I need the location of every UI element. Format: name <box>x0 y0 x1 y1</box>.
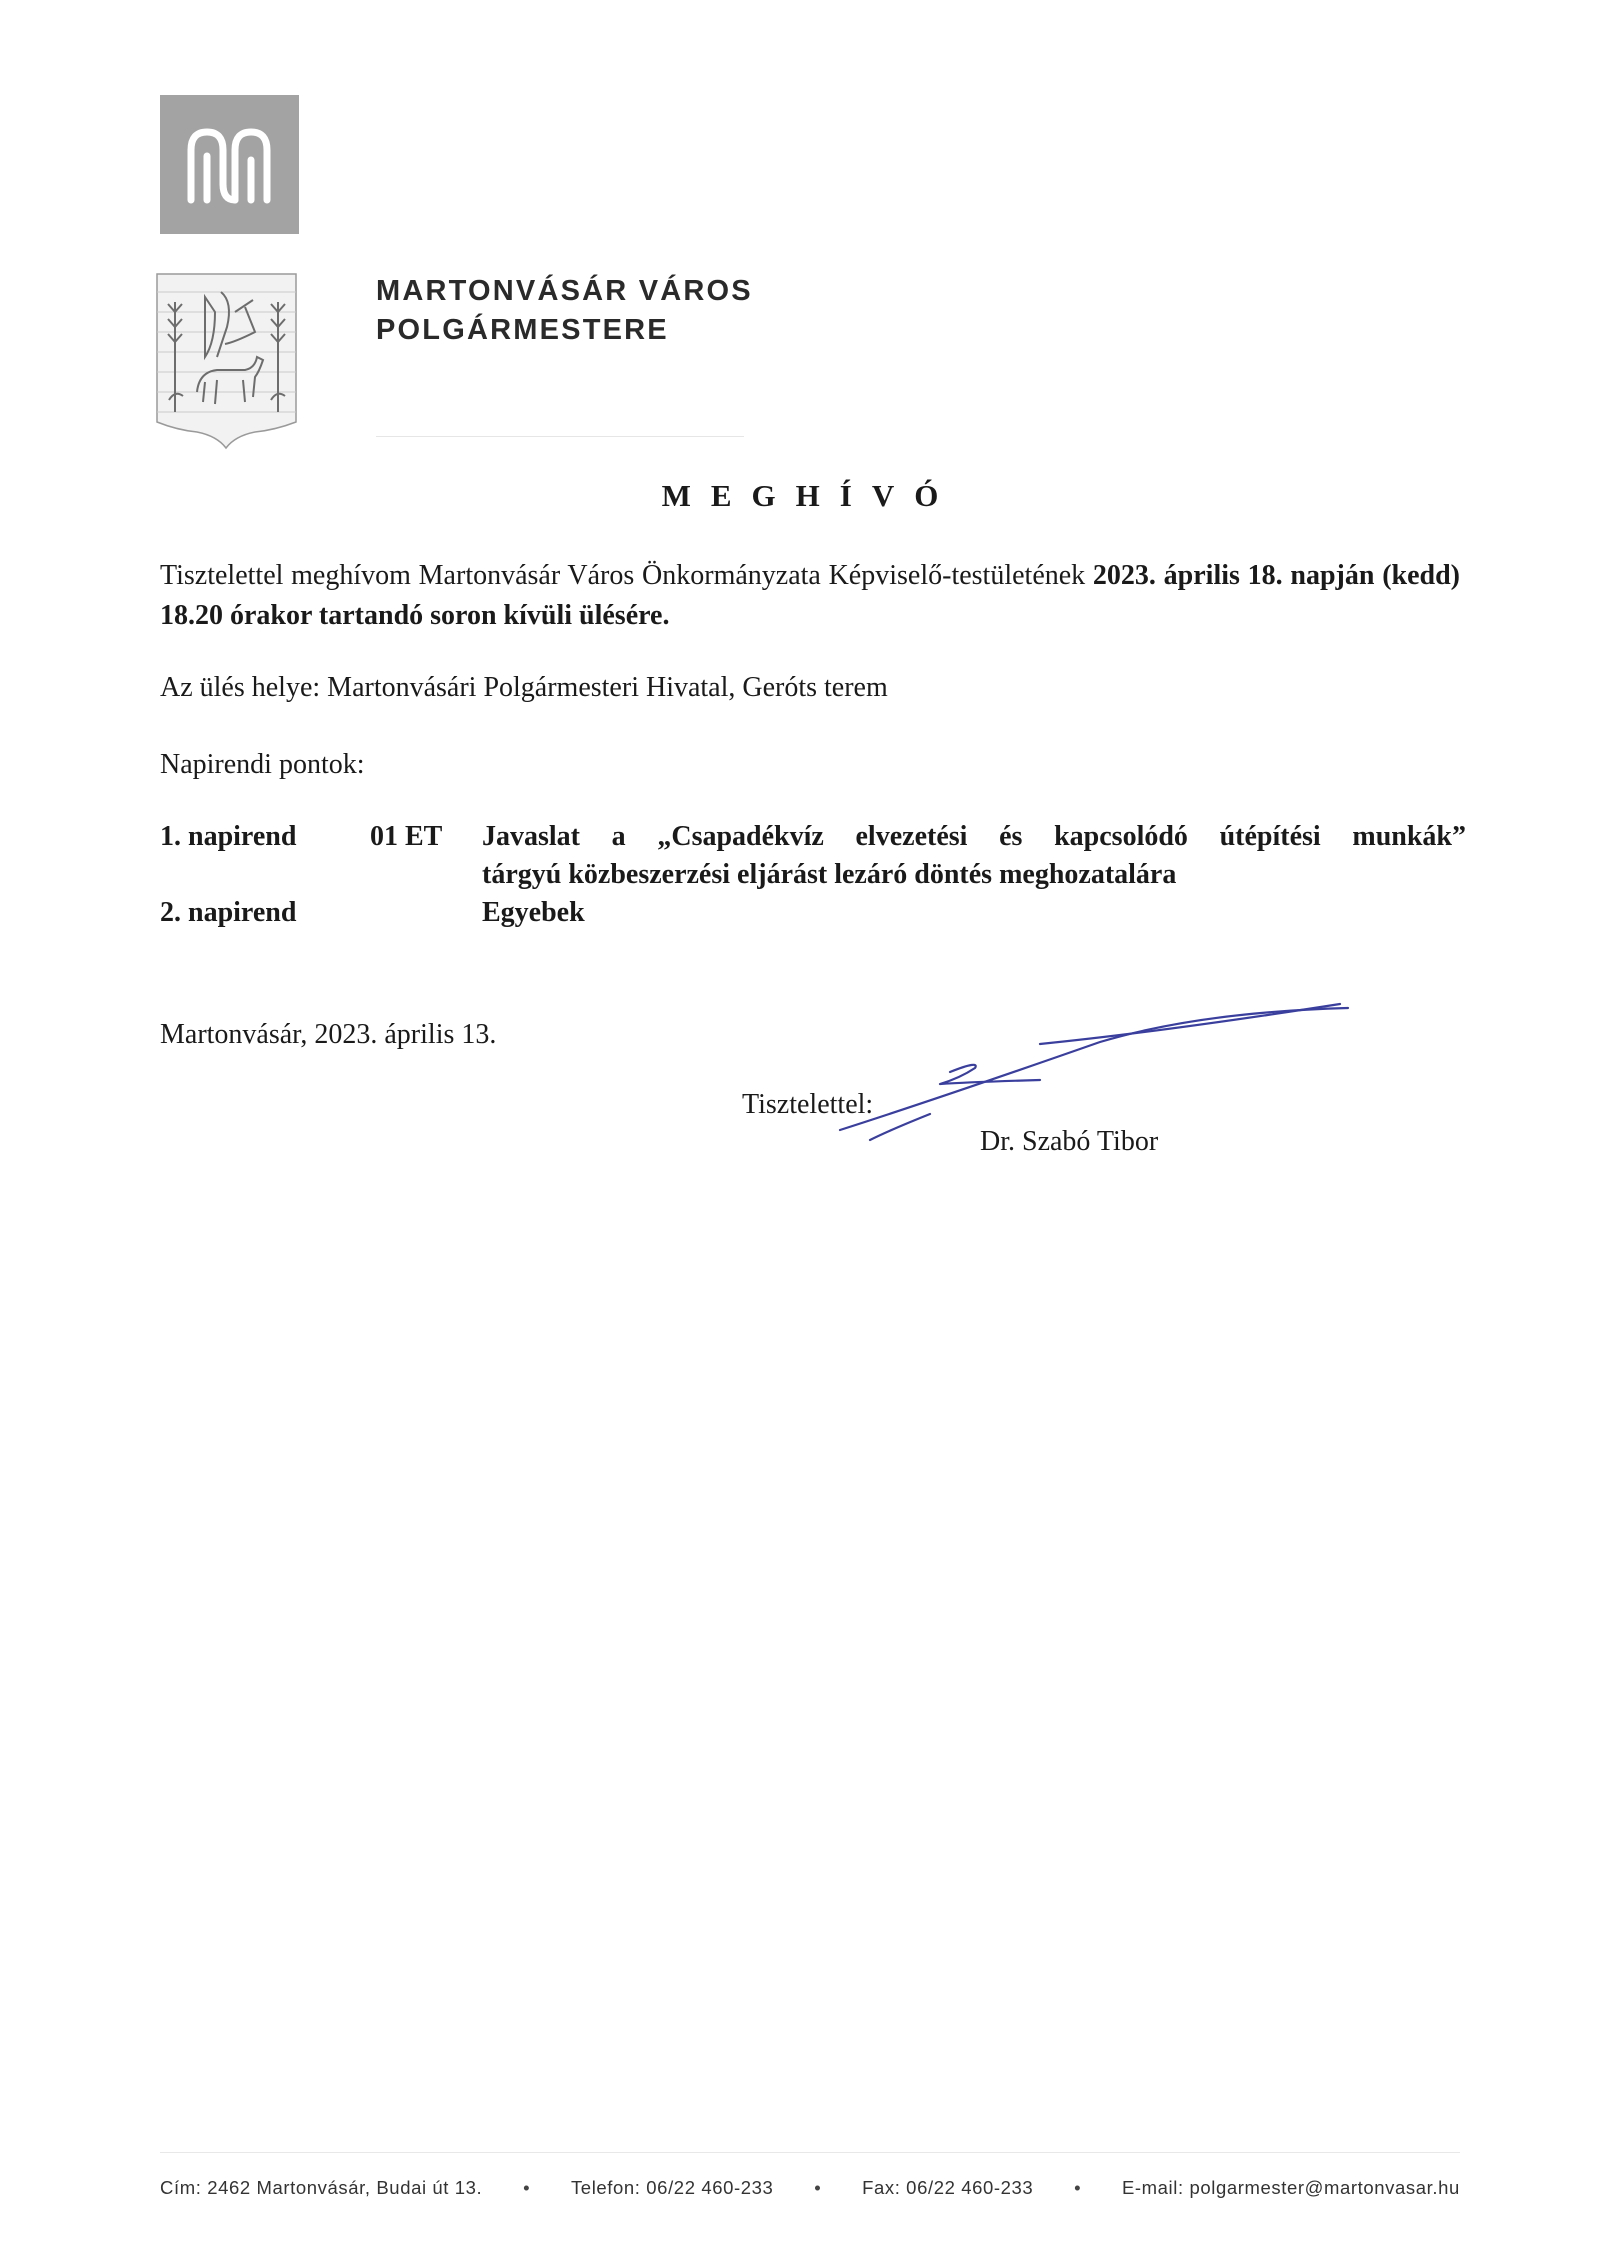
footer <box>160 2177 1460 2199</box>
city-logo <box>160 95 299 234</box>
agenda-list <box>160 818 1466 932</box>
agenda-number: 2. napirend <box>160 897 297 928</box>
footer-separator: • <box>814 2177 822 2198</box>
agenda-code: 01 ET <box>370 821 443 852</box>
signer-name: Dr. Szabó Tibor <box>980 1126 1159 1157</box>
footer-separator: • <box>1074 2177 1082 2198</box>
organization-name <box>376 272 753 350</box>
footer-separator: • <box>523 2177 531 2198</box>
header-divider <box>376 436 744 437</box>
agenda-item <box>160 818 1466 894</box>
city-monogram-icon <box>177 120 282 210</box>
agenda-text: Egyebek <box>482 897 585 928</box>
organization-line-2: POLGÁRMESTERE <box>376 314 669 346</box>
organization-line-1: MARTONVÁSÁR VÁROS <box>376 275 753 307</box>
closing-greeting: Tisztelettel: <box>742 1089 874 1120</box>
invitation-paragraph <box>160 556 1460 636</box>
agenda-heading: Napirendi pontok: <box>160 749 365 780</box>
place-and-date: Martonvásár, 2023. április 13. <box>160 1019 497 1050</box>
invitation-date-time: 2023. április 18. napján (kedd) 18.20 órakor tartandó soron kívüli ülésére. <box>160 560 1460 631</box>
agenda-number: 1. napirend <box>160 821 297 852</box>
agenda-item <box>160 894 1460 932</box>
footer-phone: Telefon: 06/22 460-233 <box>570 2177 774 2198</box>
agenda-text-line: tárgyú közbeszerzési eljárást lezáró döntés meghozatalára <box>482 859 1177 890</box>
footer-divider <box>160 2152 1460 2153</box>
meeting-location: Az ülés helye: Martonvásári Polgármesteri Hivatal, Geróts terem <box>160 672 888 703</box>
footer-address: Cím: 2462 Martonvásár, Budai út 13. <box>160 2177 483 2198</box>
agenda-text-line: Javaslat a „Csapadékvíz elvezetési és kapcsolódó útépítési munkák” <box>482 821 1466 852</box>
invitation-text: Tisztelettel meghívom Martonvásár Város Önkormányzata Képviselő-testületének <box>160 560 1093 591</box>
footer-email: E-mail: polgarmester@martonvasar.hu <box>1121 2177 1460 2198</box>
footer-fax: Fax: 06/22 460-233 <box>862 2177 1034 2198</box>
agenda-text <box>482 818 1466 894</box>
agenda-code <box>370 894 482 932</box>
coat-of-arms-icon <box>155 272 298 450</box>
document-title: MEGHÍVÓ <box>661 478 959 513</box>
